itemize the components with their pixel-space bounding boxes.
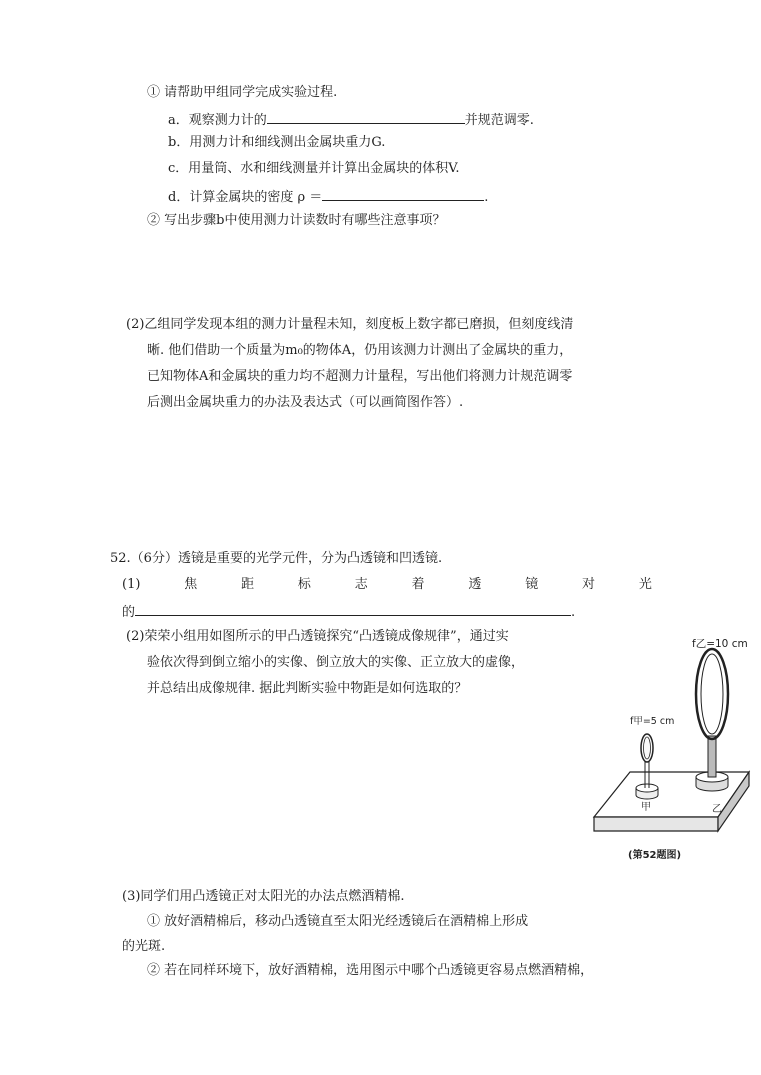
yi-label: 乙 (712, 804, 722, 815)
jia-label: 甲 (641, 802, 651, 813)
sub1-char: 着 (411, 577, 425, 592)
step-c: c．用量筒、水和细线测量并计算出金属块的体积V. (168, 161, 460, 176)
step-d-suffix: . (484, 190, 489, 205)
board-front (594, 817, 718, 831)
q52-sub3-c1-line-2: 的光斑. (122, 939, 166, 954)
sub1-line2-suffix: . (571, 605, 576, 620)
q52-sub1-line1 (122, 576, 652, 594)
answer-blank-a[interactable] (267, 109, 465, 124)
part2-line-3: 已知物体A和金属块的重力均不超测力计量程，写出他们将测力计规范调零 (147, 369, 573, 384)
step-a (168, 109, 534, 130)
step-a-suffix: 并规范调零. (464, 113, 534, 128)
figure-caption: (第52题图) (628, 850, 682, 861)
answer-blank-focal[interactable] (135, 601, 571, 616)
sub1-char: 透 (468, 577, 482, 592)
lens-figure-svg (586, 632, 754, 864)
q52-sub2-line-2: 验依次得到倒立缩小的实像、倒立放大的实像、正立放大的虚像， (147, 655, 525, 670)
jia-focal-label: f甲=5 cm (630, 716, 675, 727)
part2-line-2: 晰. 他们借助一个质量为m₀的物体A，仍用该测力计测出了金属块的重力， (147, 343, 573, 358)
q52-sub2-line-3: 并总结出成像规律. 据此判断实验中物距是如何选取的？ (147, 681, 468, 696)
q52-sub1-line2 (122, 601, 575, 622)
yi-focal-label: f乙=10 cm (692, 638, 748, 650)
yi-lens-rim (701, 654, 723, 734)
step-d (168, 186, 488, 207)
q52-sub2-line-1: (2)荣荣小组用如图所示的甲凸透镜探究“凸透镜成像规律”，通过实 (126, 629, 509, 644)
sub1-char: 距 (241, 577, 255, 592)
sub1-char: 镜 (525, 577, 539, 592)
sub1-line2-text: 的 (122, 605, 136, 620)
question-step-1: ① 请帮助甲组同学完成实验过程. (147, 85, 338, 100)
sub1-char: 志 (354, 577, 368, 592)
yi-stem (708, 736, 716, 777)
part2-line-4: 后测出金属块重力的办法及表达式（可以画简图作答）. (147, 395, 464, 410)
answer-blank-d[interactable] (322, 186, 484, 201)
sub1-char: 焦 (184, 577, 198, 592)
sub1-char: 标 (297, 577, 311, 592)
q52-sub3-c2-line-1: ② 若在同样环境下，放好酒精棉，选用图示中哪个凸透镜更容易点燃酒精棉， (147, 963, 594, 978)
sub1-char: 对 (582, 577, 596, 592)
step-b: b．用测力计和细线测出金属块重力G. (168, 135, 386, 150)
sub1-char: (1) (122, 577, 141, 592)
step-d-text: d．计算金属块的密度 ρ ＝ (168, 190, 323, 205)
part2-line-1: (2)乙组同学发现本组的测力计量程未知，刻度板上数字都已磨损，但刻度线清 (126, 317, 574, 332)
jia-base-top (636, 784, 658, 792)
jia-lens (641, 734, 653, 762)
lens-figure (586, 632, 754, 864)
step-a-text: a．观察测力计的 (168, 113, 267, 128)
question-step-2: ② 写出步骤b中使用测力计读数时有哪些注意事项？ (147, 213, 446, 228)
sub1-char: 光 (638, 577, 652, 592)
q52-sub3-line-1: (3)同学们用凸透镜正对太阳光的办法点燃酒精棉. (122, 889, 405, 904)
q52-sub3-c1-line-1: ① 放好酒精棉后，移动凸透镜直至太阳光经透镜后在酒精棉上形成 (147, 914, 529, 929)
q52-header: 52.（6分）透镜是重要的光学元件，分为凸透镜和凹透镜. (110, 551, 443, 566)
